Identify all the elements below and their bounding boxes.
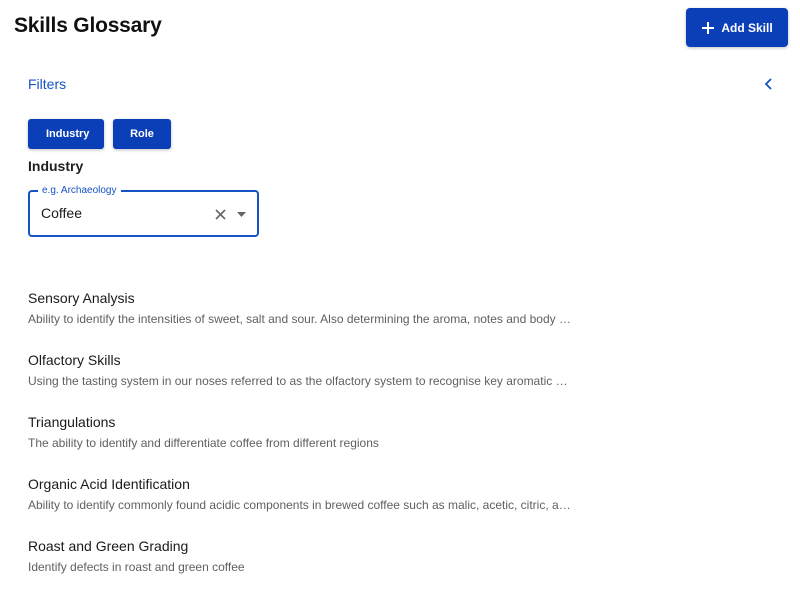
list-item[interactable] [28, 351, 598, 413]
skill-name: Sensory Analysis [28, 290, 135, 306]
industry-filter-chip[interactable]: Industry [28, 119, 104, 149]
role-filter-chip[interactable]: Role [113, 119, 171, 149]
filters-header [28, 74, 776, 94]
list-item[interactable] [28, 413, 598, 475]
add-skill-label: Add Skill [721, 20, 773, 35]
list-item[interactable] [28, 289, 598, 351]
chevron-left-icon[interactable] [762, 77, 776, 91]
industry-input[interactable] [41, 205, 201, 221]
add-skill-button[interactable] [686, 8, 788, 47]
skill-description: Using the tasting system in our noses referred to as the olfactory system to recognise key aromatic … [28, 374, 568, 388]
plus-icon [701, 21, 715, 35]
skills-list [28, 289, 598, 599]
skill-name: Roast and Green Grading [28, 538, 189, 554]
skill-description: Ability to identify commonly found acidic components in brewed coffee such as malic, acetic, citric, a… [28, 498, 571, 512]
skill-name: Triangulations [28, 414, 116, 430]
page-title: Skills Glossary [14, 14, 162, 37]
close-icon[interactable] [214, 208, 227, 221]
skill-description: Identify defects in roast and green coffee [28, 560, 245, 574]
list-item[interactable] [28, 475, 598, 537]
skill-name: Organic Acid Identification [28, 476, 190, 492]
skill-description: Ability to identify the intensities of sweet, salt and sour. Also determining the aroma, notes and body … [28, 312, 571, 326]
caret-down-icon[interactable] [236, 211, 247, 218]
skill-description: The ability to identify and differentiate coffee from different regions [28, 436, 379, 450]
list-item[interactable] [28, 537, 598, 599]
skill-name: Olfactory Skills [28, 352, 121, 368]
industry-field-legend: e.g. Archaeology [38, 184, 121, 198]
industry-section-label: Industry [28, 158, 84, 174]
filter-chips [28, 119, 171, 149]
industry-autocomplete[interactable] [28, 185, 259, 237]
filters-toggle[interactable]: Filters [28, 76, 67, 92]
